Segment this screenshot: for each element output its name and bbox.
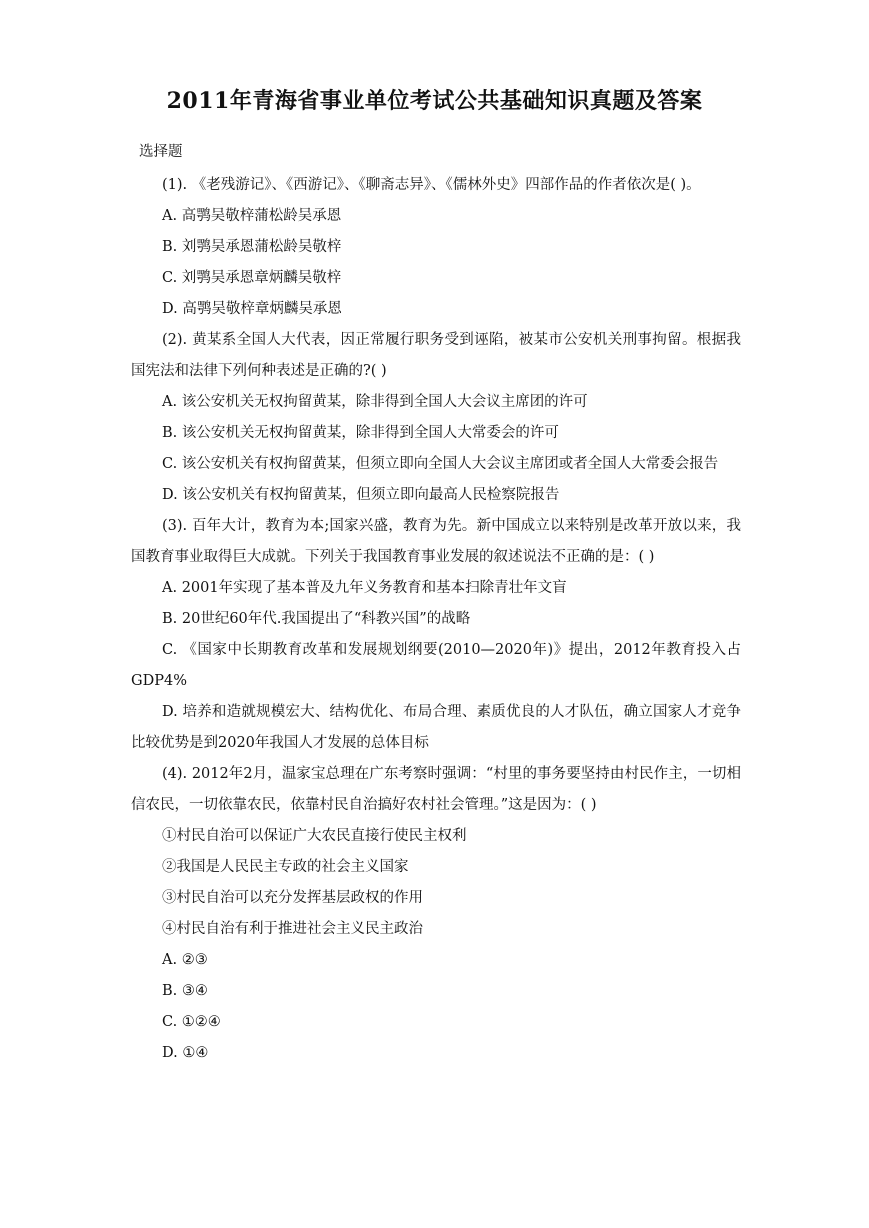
question-4-statement-4: ④村民自治有利于推进社会主义民主政治 (162, 921, 423, 937)
question-4-statement-3: ③村民自治可以充分发挥基层政权的作用 (162, 890, 423, 906)
question-2-option-c: C. 该公安机关有权拘留黄某，但须立即向全国人大会议主席团或者全国人大常委会报告 (162, 456, 719, 472)
question-3-option-d: D. 培养和造就规模宏大、结构优化、布局合理、素质优良的人才队伍，确立国家人才竞争比较优势是到2020年我国人才发展的总体目标 (131, 704, 741, 751)
document-title: 2011年青海省事业单位考试公共基础知识真题及答案 (166, 88, 703, 114)
question-4-option-a: A. ②③ (162, 952, 208, 968)
question-4-statement-1: ①村民自治可以保证广大农民直接行使民主权利 (162, 828, 467, 844)
question-2-option-a: A. 该公安机关无权拘留黄某，除非得到全国人大会议主席团的许可 (162, 394, 588, 410)
question-1-stem: (1). 《老残游记》、《西游记》、《聊斋志异》、《儒林外史》四部作品的作者依次是( )。 (162, 177, 701, 193)
question-4-option-c: C. ①②④ (162, 1014, 221, 1030)
question-1-option-a: A. 高鹗吴敬梓蒲松龄吴承恩 (162, 208, 342, 224)
question-3-option-a: A. 2001年实现了基本普及九年义务教育和基本扫除青壮年文盲 (162, 580, 567, 596)
question-2-option-b: B. 该公安机关无权拘留黄某，除非得到全国人大常委会的许可 (162, 425, 559, 441)
question-1-option-d: D. 高鹗吴敬梓章炳麟吴承恩 (162, 301, 342, 317)
question-4-stem: (4). 2012年2月，温家宝总理在广东考察时强调：“村里的事务要坚持由村民作主，一切相信农民，一切依靠农民，依靠村民自治搞好农村社会管理。”这是因为：( ) (131, 766, 741, 813)
document-content (131, 170, 741, 1069)
question-4-option-b: B. ③④ (162, 983, 208, 999)
section-label: 选择题 (139, 144, 183, 160)
question-2-option-d: D. 该公安机关有权拘留黄某，但须立即向最高人民检察院报告 (162, 487, 560, 503)
question-3-option-b: B. 20世纪60年代.我国提出了“科教兴国”的战略 (162, 611, 471, 627)
question-3-stem: (3). 百年大计，教育为本;国家兴盛，教育为先。新中国成立以来特别是改革开放以来，我国教育事业取得巨大成就。下列关于我国教育事业发展的叙述说法不正确的是：( ) (131, 518, 741, 565)
question-4-statement-2: ②我国是人民民主专政的社会主义国家 (162, 859, 409, 875)
question-1-option-b: B. 刘鹗吴承恩蒲松龄吴敬梓 (162, 239, 342, 255)
question-3-option-c: C. 《国家中长期教育改革和发展规划纲要(2010—2020年)》提出，2012年教育投入占GDP4% (131, 642, 741, 689)
question-1-option-c: C. 刘鹗吴承恩章炳麟吴敬梓 (162, 270, 342, 286)
question-4-option-d: D. ①④ (162, 1045, 209, 1061)
question-2-stem: (2). 黄某系全国人大代表，因正常履行职务受到诬陷，被某市公安机关刑事拘留。根据我国宪法和法律下列何种表述是正确的?( ) (131, 332, 741, 379)
